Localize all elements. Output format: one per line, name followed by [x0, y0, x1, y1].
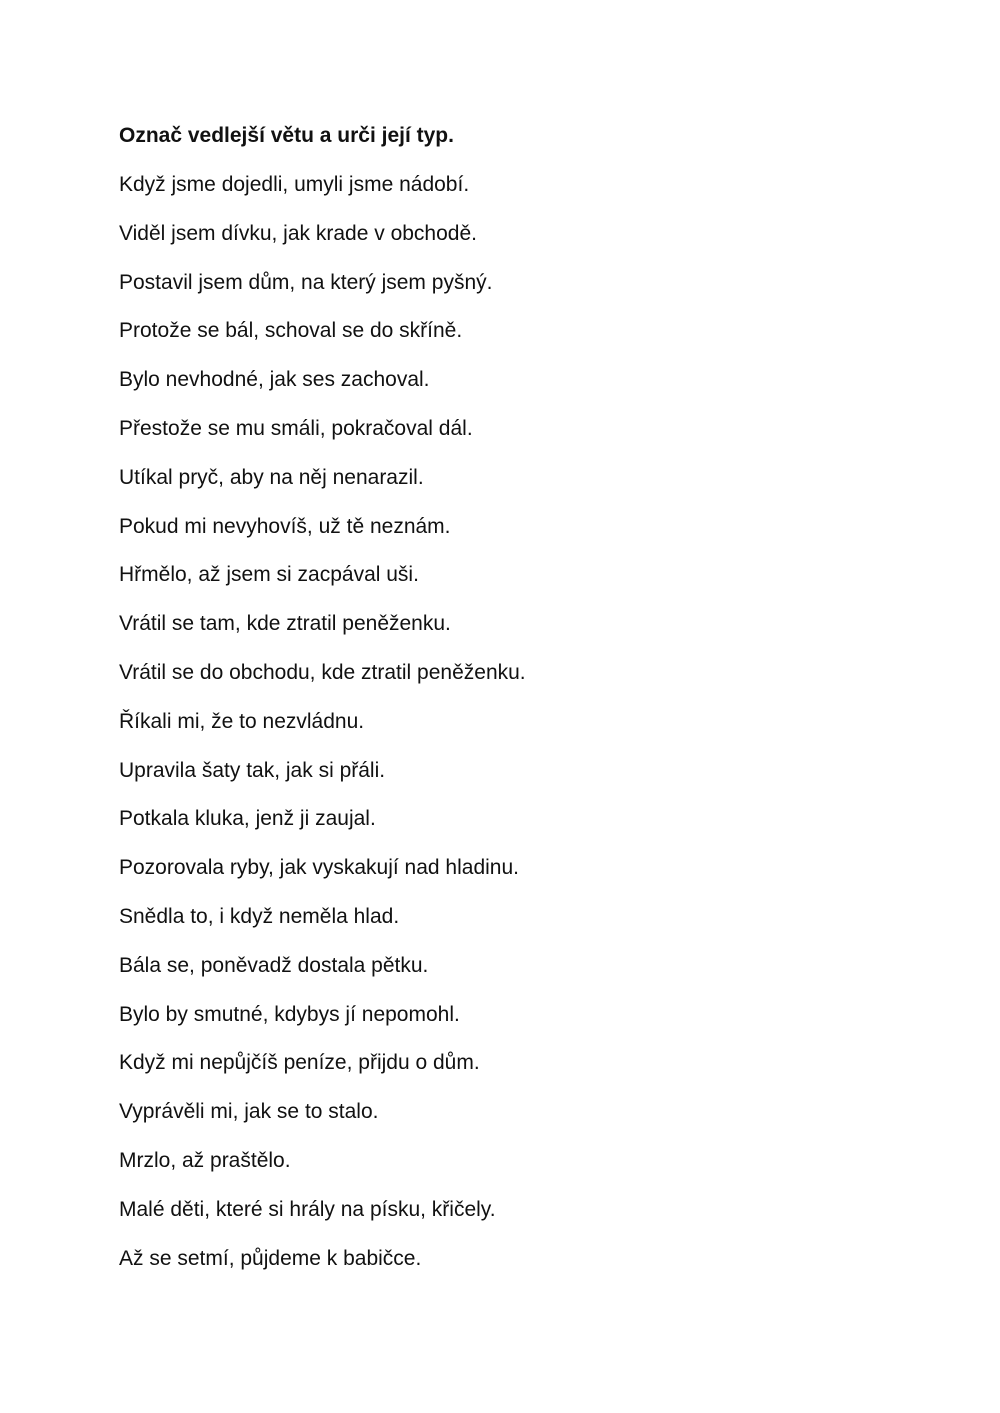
worksheet-title: Označ vedlejší větu a urči její typ. [119, 124, 454, 147]
sentence-item: Bylo nevhodné, jak ses zachoval. [119, 368, 430, 392]
sentence-item: Vrátil se tam, kde ztratil peněženku. [119, 612, 451, 636]
worksheet-page [119, 120, 939, 1291]
sentence-item: Pozorovala ryby, jak vyskakují nad hladinu. [119, 856, 519, 880]
sentence-item: Protože se bál, schoval se do skříně. [119, 319, 463, 343]
sentence-item: Postavil jsem dům, na který jsem pyšný. [119, 270, 493, 294]
sentence-item: Utíkal pryč, aby na něj nenarazil. [119, 465, 424, 489]
sentence-item: Mrzlo, až praštělo. [119, 1148, 291, 1172]
sentence-item: Vyprávěli mi, jak se to stalo. [119, 1100, 379, 1124]
sentence-item: Potkala kluka, jenž ji zaujal. [119, 807, 376, 831]
sentence-item: Přestože se mu smáli, pokračoval dál. [119, 416, 473, 440]
sentence-item: Snědla to, i když neměla hlad. [119, 904, 400, 928]
sentence-item: Hřmělo, až jsem si zacpával uši. [119, 563, 419, 587]
sentence-item: Viděl jsem dívku, jak krade v obchodě. [119, 221, 477, 245]
sentence-item: Až se setmí, půjdeme k babičce. [119, 1246, 422, 1270]
sentence-item: Bylo by smutné, kdybys jí nepomohl. [119, 1002, 460, 1026]
sentence-item: Malé děti, které si hrály na písku, křičely. [119, 1197, 496, 1221]
sentence-list [119, 169, 939, 1275]
sentence-item: Vrátil se do obchodu, kde ztratil peněženku. [119, 660, 526, 684]
sentence-item: Když jsme dojedli, umyli jsme nádobí. [119, 173, 470, 196]
sentence-item: Upravila šaty tak, jak si přáli. [119, 758, 386, 782]
sentence-item: Pokud mi nevyhovíš, už tě neznám. [119, 514, 451, 538]
sentence-item: Říkali mi, že to nezvládnu. [119, 709, 365, 733]
sentence-item: Bála se, poněvadž dostala pětku. [119, 953, 429, 977]
sentence-item: Když mi nepůjčíš peníze, přijdu o dům. [119, 1051, 480, 1075]
